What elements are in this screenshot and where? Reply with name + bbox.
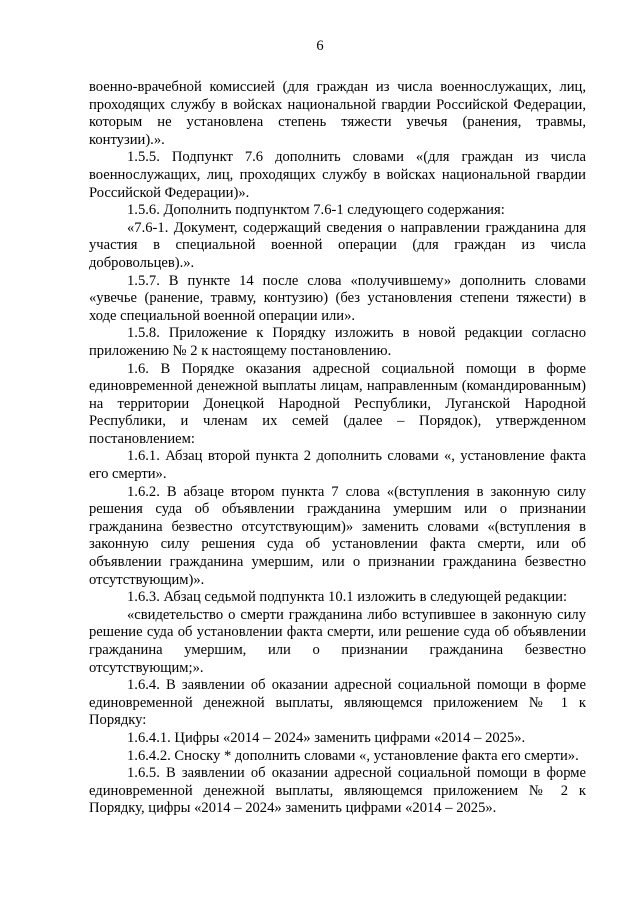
paragraph-new-wording-quote: «свидетельство о смерти гражданина либо вступившее в законную силу решение суда об установлении факта смерти, или решение суда об объявлении гражданина умершим, или о признании гражданина безвестно отсутствующим;». [89,606,586,676]
paragraph-1-6: 1.6. В Порядке оказания адресной социальной помощи в форме единовременной денежной выплаты лицам, направленным (командированным) на территории Донецкой Народной Республики, Луганской Народной Республики, и членам их семей (далее – Порядок), утвержденном постановлением: [89,360,586,447]
paragraph-1-6-4: 1.6.4. В заявлении об оказании адресной социальной помощи в форме единовременной денежной выплаты, являющемся приложением № 1 к Порядку: [89,677,586,729]
paragraph-1-6-2: 1.6.2. В абзаце втором пункта 7 слова «(вступления в законную силу решения суда об объявлении гражданина умершим или о признании гражданина безвестно отсутствующим)» заменить словами «(вступления в законную силу решения суда об установлении факта смерти, или об объявлении гражданина умершим, или о признании гражданина безвестно отсутствующим)». [89,483,586,588]
paragraph-1-6-1: 1.6.1. Абзац второй пункта 2 дополнить словами «, установление факта его смерти». [89,448,586,483]
document-body [89,79,586,818]
paragraph-continuation: военно-врачебной комиссией (для граждан из числа военнослужащих, лиц, проходящих службу в войсках национальной гвардии Российской Федерации, которым не установлена степень тяжести увечья (ранения, травмы, контузии).». [89,79,586,148]
paragraph-1-6-3: 1.6.3. Абзац седьмой подпункта 10.1 изложить в следующей редакции: [127,589,568,606]
paragraph-1-5-6: 1.5.6. Дополнить подпунктом 7.6-1 следующего содержания: [127,202,505,219]
paragraph-1-5-5: 1.5.5. Подпункт 7.6 дополнить словами «(для граждан из числа военнослужащих, лиц, проходящих службу в войсках национальной гвардии Российской Федерации)». [89,149,586,201]
paragraph-1-6-4-1: 1.6.4.1. Цифры «2014 – 2024» заменить цифрами «2014 – 2025». [127,729,526,746]
paragraph-1-6-4-2: 1.6.4.2. Сноску * дополнить словами «, установление факта его смерти». [127,747,579,764]
paragraph-1-5-7: 1.5.7. В пункте 14 после слова «получившему» дополнить словами «увечье (ранение, травму, контузию) (без установления степени тяжести) в ходе специальной военной операции или». [89,272,586,324]
paragraph-1-5-8: 1.5.8. Приложение к Порядку изложить в новой редакции согласно приложению № 2 к настоящему постановлению. [89,325,586,359]
paragraph-1-6-5: 1.6.5. В заявлении об оказании адресной социальной помощи в форме единовременной денежной выплаты, являющемся приложением № 2 к Порядку, цифры «2014 – 2024» заменить цифрами «2014 – 2025». [89,765,586,817]
paragraph-7-6-1-quote: «7.6-1. Документ, содержащий сведения о направлении гражданина для участия в специальной военной операции (для граждан из числа добровольцев).». [89,219,586,271]
page-number: 6 [316,38,324,54]
